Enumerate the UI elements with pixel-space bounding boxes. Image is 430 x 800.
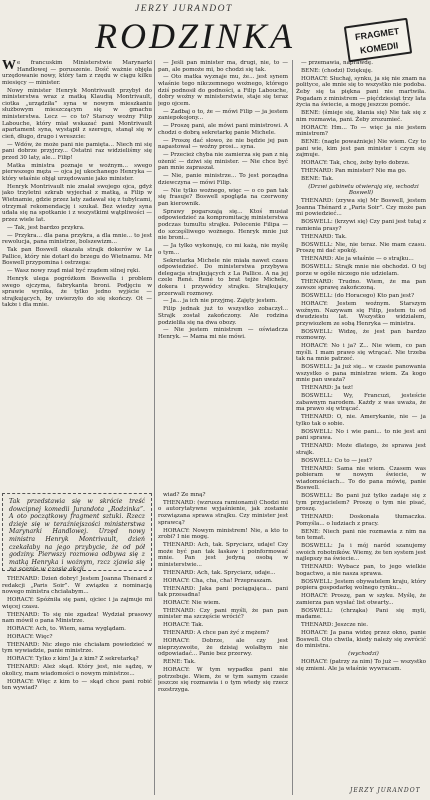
- dialogue-line: — przemawia, naprawdę.: [301, 60, 373, 66]
- dialogue-line: THENARD: Ja też!: [301, 385, 354, 392]
- dialogue-line: BOSWELL: Bo pani już tylko zadaje się z tym przyjacielem? Proszę o tym nie pisać, proszę.: [296, 493, 426, 513]
- paragraph: — Oto matka wyznaje mu, że... jest synem właśnie tego nikczemnego wożnego, którego dziś podnosił do godności, a Filip Labouche, dobry woźny w ministerstwie, staje się teraz jego ojcem.: [158, 74, 288, 107]
- dialogue-line: HORACY: Tylko z kim! Ja z kim? Z sekretarką?: [7, 656, 139, 663]
- dialogue-line: BENE: Tak.: [301, 175, 334, 182]
- dialogue-line: HORACY: Słuchaj, synku, ja się nie znam na polityce, ale mnie się to wszystko nie podoba. Żeby się ta piękna pani nie martwiła. Pogadam z ministrem — pięćdziesiąt trzy lata życia na świecie, a mogę jeszcze pomóc.: [296, 75, 426, 109]
- dialogue-line: THENARD: Ach, tak. Spryciarz, udaje! Czy może być pan tak łaskaw i poinformować mnie. Pan jest jedyną osobą w ministerstwie...: [158, 542, 288, 568]
- stage-direction: (wychodzi): [348, 651, 379, 658]
- dialogue-line: THENARD: Wybacz pan, to jego wielkie bogactwo, a nie nasza sprawa.: [296, 564, 426, 577]
- dialogue-line: BOSWELL: No i wie pani... to nie jest ani pani sprawa.: [296, 428, 426, 442]
- stamp-line-2: KOMEDII: [359, 40, 399, 56]
- dialogue-line: BOSWELL: Ja i mój naród szanujemy swoich robotników. Wiemy, że ten system jest najlepszy na świecie...: [296, 543, 426, 563]
- dialogue-line: HORACY: Tak, chcę, żeby było dobrze.: [301, 160, 410, 167]
- article-title: RODZINKA: [95, 16, 296, 56]
- dialogue-line: HORACY: Cha, cha, cha! Przepraszam.: [163, 577, 273, 584]
- paragraph: — Proszę pani, ale mówi pani ministrowi. A chodzi o dobrą sekretarkę panie Michele.: [158, 123, 288, 136]
- stamp-line-1: FRAGMET: [354, 26, 400, 43]
- dialogue-line: BENE: (nagle poważnieje) Nie wiem. Czy to pani wie, kim jest pan minister i czym się zajmuje.: [296, 139, 426, 159]
- dialogue-line: HORACY: Jestem woźnym. Starszym woźnym. Nazywam się Filip, jestem tu od dwudziestu lat. Wszystko widziałem, przywiozłem ze sobą Henryka — ministra.: [296, 300, 426, 327]
- fragment-stamp: [344, 18, 412, 63]
- dialogue-line: THENARD: Ależ skąd. Który jest, nie sądzę, w okolicy, mam wiadomości o nowym ministrze...: [2, 664, 152, 677]
- paragraph: Henryk ulega pogróżkom Boswella i problem swego ojczyma, fabrykanta broni. Podjęciu w sprawie wynika, że tylko jedno wyjście — strajkujących, by uwierzyło do się skończy. Ot — także i dla mnie.: [2, 276, 152, 309]
- dialogue-line: THENARD: Pan minister? Nie ma go.: [301, 167, 407, 174]
- dialogue-line: BOSWELL: Wy, Francuzi, jesteście zabawnym narodem. Każdy z was uważa, że ma prawo się wtrącać.: [296, 393, 426, 413]
- paragraph: — Przykra... dla pana przykra, a dla mnie... to jest rewolucja, pana ministrze, bolszewizm...: [2, 232, 152, 246]
- dialogue-column-1: [2, 576, 152, 796]
- paragraph: Tak pan Boswell okazała strajk dokerów w La Pallice, który nie dotarł do brzegu do Wietnamu. Mr Boswell przypomina i ostrzega:: [2, 247, 152, 267]
- paragraph: Sekretarka Michele nie miała nawet czasu odpowiedzieć. Do ministerstwa przybywa delegacja strajkujących z La Pallice. A na jej czele René. René to brat tejże Michele, dokera i przywódcy strajku. Strajkujący przerwali rozmowy.: [158, 257, 288, 297]
- paragraph: Sprawy pogarszają się... Ktoś musiał odpowiedzieć za kompromitację ministerstwa podczas tumultu strajku. Polecenie Filipa — do szczęśliwego wożnego. Henryk mnie już nie broni...: [158, 208, 288, 242]
- dialogue-column-3: [296, 60, 426, 795]
- dialogue-line: HORACY: Nie wiem.: [163, 599, 221, 606]
- paragraph: — Zadbaj o to, że — mówi Filip — ja jestem zaniepokojony...: [158, 108, 288, 122]
- dialogue-line: THENARD: Ach, tak. Spryciarz, udaje...: [163, 569, 276, 576]
- dialogue-line: BOSWELL: Widzę, że jest pan bardzo rozmowny.: [296, 328, 426, 342]
- signature: JERZY JURANDOT: [350, 787, 421, 794]
- dialogue-line: BOSWELL: Strajk mnie nie obchodzi. O tej porze w ogóle niczego nie udzielam.: [296, 264, 426, 277]
- intro-box: Tak przedstawia się w skrócie treść dowcipnej komedii Jurandota „Rodzinka”. A oto początkowy fragment sztuki. Rzecz dzieje się w teraźniejszości ministerstwa Marynarki Handlowej. Urzęd nowy ministra Henryk Montrivault, dzień czekałaby na jego przybycie, że od pół godziny. Pierwszy rozmowa odbywa się z matką Henryka i wożnym, rzcz zjawia się na scenie w czasie akcji.: [2, 493, 152, 571]
- stage-direction: (Drzwi gabinetu otwierają się, wchodzi Boswell): [308, 183, 419, 197]
- column-rule: [292, 60, 293, 795]
- dialogue-line: HORACY: W tym wypadku pani nie potrzebuje. Wiem, że w tym samym czasie jeszcze się rozmawia i o tym wtedy się rzecz rozstrzyga.: [158, 667, 288, 693]
- dialogue-line: HORACY: Ja pana widzę przez okno, panie Boswell. Oto chwila, kiedy należy się zwrócić do ministra.: [296, 630, 426, 650]
- drop-cap: W: [2, 60, 16, 73]
- article-column-1: [2, 60, 152, 488]
- dialogue-line: THENARD: A chce pan żyć z mężem?: [163, 630, 269, 637]
- dialogue-line: BENE: Niech pani nie rozmawia z nim na ten temat.: [296, 528, 426, 542]
- dialogue-line: BOSWELL: Nie, nie teraz. Nie mam czasu. Proszę mi dać spokój.: [296, 241, 426, 255]
- dialogue-column-2: [158, 492, 288, 796]
- dialogue-line: THENARD: (wzrusza ramionami) Chodzi mi o autorytatywne wyjaśnienie, jak zostanie rozwiązana sprawa strajku. Czy minister jest sprawcą?: [158, 499, 288, 526]
- dialogue-line: HORACY: Nowym ministrem! Nie, a kto to zrobi? I nie mogę.: [158, 527, 288, 541]
- dialogue-line: THENARD: Dzień dobry! Jestem Joanna Thénard z redakcji „Paris Soir”. W związku z nominacją nowego ministra chciałabym...: [2, 576, 152, 596]
- dialogue-line: HORACY: Spóźniła się pani, ojciec i ja zajmuje mi więcej czasu.: [2, 597, 152, 610]
- dialogue-line: BOSWELL: Ja już się... w czasie panowania wszystko o pana ministrze wiem. Za kogo mnie pan uważa?: [296, 364, 426, 384]
- dialogue-line: RENE: Tak.: [163, 659, 196, 666]
- paragraph: — Jeśli pan minister ma, drugi, nie, to — pan, ale pomoże mi, bo chodzi się tak.: [158, 60, 288, 73]
- paragraph: Henryk Montrivault nie znałał swojego ojca, gdyż jako trzyletni szkrab wyjechał z matką, a Filip w Wietnamie, gdzie przez laty zadawał się z tubylcami, otrzymał rekomendację i szukał. Bez wiedzy syna udała się na spotkanie i z wszystkimi wątpliwości — przez wiele lat.: [2, 183, 152, 223]
- paragraph: Filip jednak już to wszystko zobaczył... Strajk został zakończony. Ale rodzina podzieliła się na dwa obozy.: [158, 306, 288, 326]
- dialogue-line: BENE: (śmieje się, kłania się) Nie tak się z nim rozmawia, pani. Żeby zrozumieć.: [296, 110, 426, 123]
- author-header: JERZY JURANDOT: [135, 4, 233, 14]
- paragraph: — Nie, panie ministrze... To jest porządna dziewczyna — mówi Filip.: [158, 173, 288, 186]
- paragraph: — Ja tylko wykonuję, co mi każą, nie myślę o tym...: [158, 243, 288, 256]
- paragraph: — Ja... ja ich nie przyjmę. Zajęty jestem.: [163, 298, 277, 305]
- dialogue-line: BOSWELL: (do Horacego) Kto pan jest?: [301, 293, 415, 300]
- dialogue-line: HORACY: Ach, to. Wiem, sama wyglądam.: [7, 626, 126, 633]
- dialogue-line: HORACY: Hm... To — więc ja nie jestem ministrem?: [296, 124, 426, 138]
- paragraph: Matka ministra poznaje w wożnym... swego pierwszego męża — ojca jej ukochanego Henryka — który właśnie objął urzędowanie jako minister.: [2, 162, 152, 182]
- dialogue-line: HORACY: Więc z kim to — skąd chce pani robić ten wywiad?: [2, 678, 152, 692]
- dialogue-line: THENARD: Może dlatego, że sprawa jest strajk.: [296, 443, 426, 456]
- dialogue-line: HORACY: Dobrze, ale czy jest nieprzyzwoite, że dzisiaj wolałbym nie odpowiadać... Panie bez przerwy.: [158, 638, 288, 658]
- paragraph: — Nie tylko wożnego, więc — o co pan tak się frasuje? Boswell spogląda na czerwony pan kierownik.: [158, 187, 288, 207]
- paragraph: — Przecież chyba nie zamierza się pan z nią ożenić — dziwi się minister. — Nie chce być pan mnie zapraszał.: [158, 152, 288, 172]
- dialogue-line: wiad? Ze mną?: [163, 492, 206, 498]
- paragraph: — Tak, jest bardzo przykra.: [7, 224, 85, 231]
- dialogue-line: BOSWELL: Co to — jest?: [301, 457, 372, 464]
- paragraph: — Proszę dać słowo, że nie będzie jej pan napastował — woźny prosi... syna.: [158, 137, 288, 151]
- paragraph: — Wdów, że może pani nie pamięta... Niech mi się pani dobrze przyjrzy... Ostatni raz widzieliśmy się przed 30 laty, ale... Filip!: [2, 141, 152, 161]
- article-column-2: [158, 60, 288, 488]
- dialogue-line: THENARD: Jeszcze nie.: [301, 622, 369, 629]
- dialogue-line: BOSWELL: (chrząka) Pani się myli, madame.: [296, 607, 426, 621]
- dialogue-line: HORACY: Więc?: [7, 633, 53, 640]
- column-rule: [154, 60, 155, 795]
- dialogue-line: HORACY: (patrzy za nim) To już — wszystko się zmieni. Ale ja właśnie wywracam.: [296, 659, 426, 672]
- dialogue-line: BENE: (chodzi) Dziękuję.: [301, 67, 373, 74]
- dialogue-line: THENARD: O, nie. Amerykanie, nie — ja tylko tak o sobie.: [296, 414, 426, 427]
- dialogue-line: BOSWELL: Jestem obywatelem kraju, który popiera gospodarkę wolnego rynku...: [296, 578, 426, 592]
- dialogue-line: THENARD: To się nie zgadza! Wydział prasowy nam mówił o pana Ministrze.: [2, 611, 152, 625]
- dialogue-line: THENARD: Sama nie wiem. Czasem was pobieram w nowym świecie, w wiadomościach... To do pana mówię, panie Boswell.: [296, 465, 426, 492]
- dialogue-line: THENARD: Czy pani myśli, że pan pan minister ma szczęście wrócić?: [158, 607, 288, 621]
- dialogue-line: THENARD: Trudno. Wiem, że ma pan zawsze sprawę zakończoną.: [296, 278, 426, 292]
- dialogue-line: THENARD: Doskonała tłumaczka. Pomyśla... o ludziach z pracy.: [296, 514, 426, 527]
- paragraph: Nowy minister Henryk Montrivault przybył do ministerstwa wraz z matką Klaudią Montrivault, ciotka „urządziła” syna w nowym mieszkaniu służbowym mieszczącym się w gmachu ministerstwa. Lecz — co to? Starszy wożny Filip Labouche, który miał wskazać pani Montrivault apartament syna, wystąpił z szeregu, stanął się w cień, długo, drugo i wreszcie:: [2, 87, 152, 140]
- dialogue-line: THENARD: Ale ja właśnie — o strajku...: [301, 256, 414, 263]
- dialogue-line: BOSWELL: (krzywi się) Czy pani jest tutaj z ramienia prasy?: [296, 219, 426, 232]
- dialogue-line: THENARD: Tak.: [301, 233, 347, 240]
- dialogue-line: HORACY: Proszę, pan w szyku. Myślę, że zamierza pan wysłać list otwarty...: [296, 593, 426, 606]
- paragraph: e francuskim Ministerstwie Marynarki Handlowej — poruszenie. Dość ważnie objęła urzędowanie nowy, który tam z rzędu w ciągu kilku miesięcy — minister.: [2, 60, 152, 86]
- dialogue-line: THENARD: Nic złego nie chciałam powiedzieć w tym wywiadzie, panie ministrze.: [2, 641, 152, 655]
- dialogue-line: THENARD: Jaka pani pociągająca... pani tak przesadna!: [158, 585, 288, 599]
- paragraph: — Nie jestem ministrem — oświadcza Henryk. — Mama mi nie mówi.: [158, 327, 288, 341]
- dialogue-line: THENARD: (zrywa się) Mr Boswell, jestem Joanna Thénard z „Paris Soir”. Czy może pan mi powiedzieć...: [296, 198, 426, 218]
- paragraph: — Wasz nowy rząd miał być rządem silnej ręki.: [7, 268, 140, 275]
- dialogue-line: HORACY: Tak.: [163, 622, 204, 629]
- dialogue-line: HORACY: No i ja? Z... Nie wiem, co pan myśli. I mam prawo się wtrącać. Nie trzeba tak na mnie patrzeć.: [296, 343, 426, 363]
